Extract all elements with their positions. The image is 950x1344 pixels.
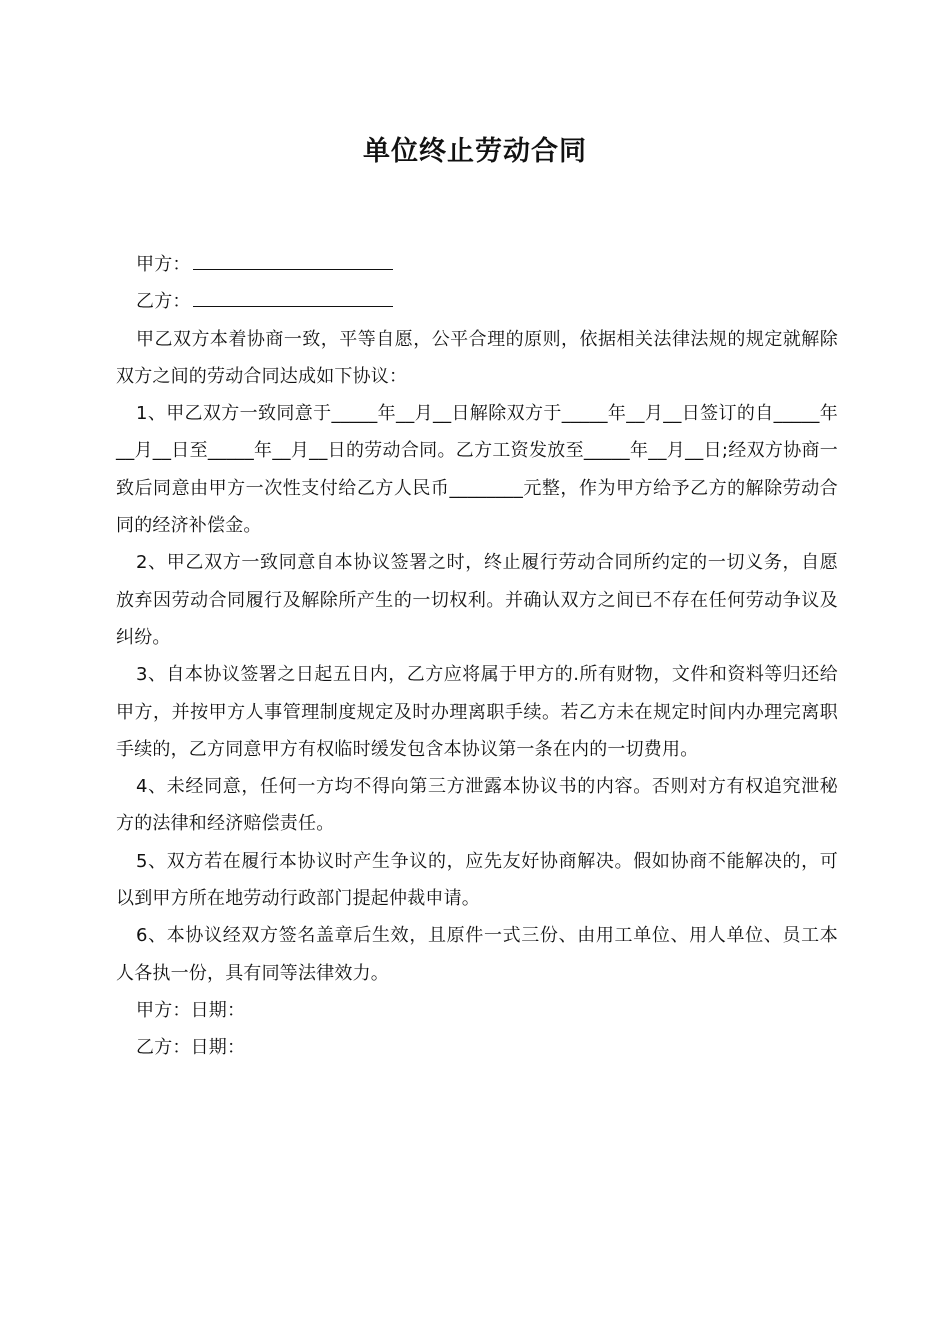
party-b-line [116, 283, 838, 320]
party-a-line [116, 246, 838, 283]
party-a-blank [193, 253, 393, 270]
clause-6: 6、本协议经双方签名盖章后生效，且原件一式三份、由用工单位、用人单位、员工本人各执一份，具有同等法律效力。 [116, 925, 838, 984]
intro-paragraph: 甲乙双方本着协商一致，平等自愿，公平合理的原则，依据相关法律法规的规定就解除双方之间的劳动合同达成如下协议： [116, 328, 838, 387]
clause-2: 2、甲乙双方一致同意自本协议签署之时，终止履行劳动合同所约定的一切义务，自愿放弃因劳动合同履行及解除所产生的一切权利。并确认双方之间已不存在任何劳动争议及纠纷。 [116, 552, 838, 648]
clause-4: 4、未经同意，任何一方均不得向第三方泄露本协议书的内容。否则对方有权追究泄秘方的法律和经济赔偿责任。 [116, 776, 838, 835]
document-title: 单位终止劳动合同 [363, 136, 587, 167]
party-a-label: 甲方： [136, 254, 191, 275]
clause-3: 3、自本协议签署之日起五日内，乙方应将属于甲方的.所有财物，文件和资料等归还给甲方，并按甲方人事管理制度规定及时办理离职手续。若乙方未在规定时间内办理完离职手续的，乙方同意甲方有权临时缓发包含本协议第一条在内的一切费用。 [116, 664, 838, 760]
party-b-label: 乙方： [136, 291, 191, 313]
signature-party-a: 甲方：日期： [136, 999, 246, 1021]
clause-5: 5、双方若在履行本协议时产生争议的，应先友好协商解决。假如协商不能解决的，可以到甲方所在地劳动行政部门提起仲裁申请。 [116, 850, 838, 910]
clause-1: 1、甲乙双方一致同意于_____年__月__日解除双方于_____年__月__日签订的自_____年__月__日至_____年__月__日的劳动合同。乙方工资发放至_____年__月__日;经双方协商一致后同意由甲方一次性支付给乙方人民币________元整，作为甲方给予乙方的解除劳动合同的经济补偿金。 [116, 403, 838, 537]
document-body [116, 246, 838, 1067]
party-b-blank [193, 290, 393, 307]
signature-party-b: 乙方：日期： [136, 1037, 246, 1059]
